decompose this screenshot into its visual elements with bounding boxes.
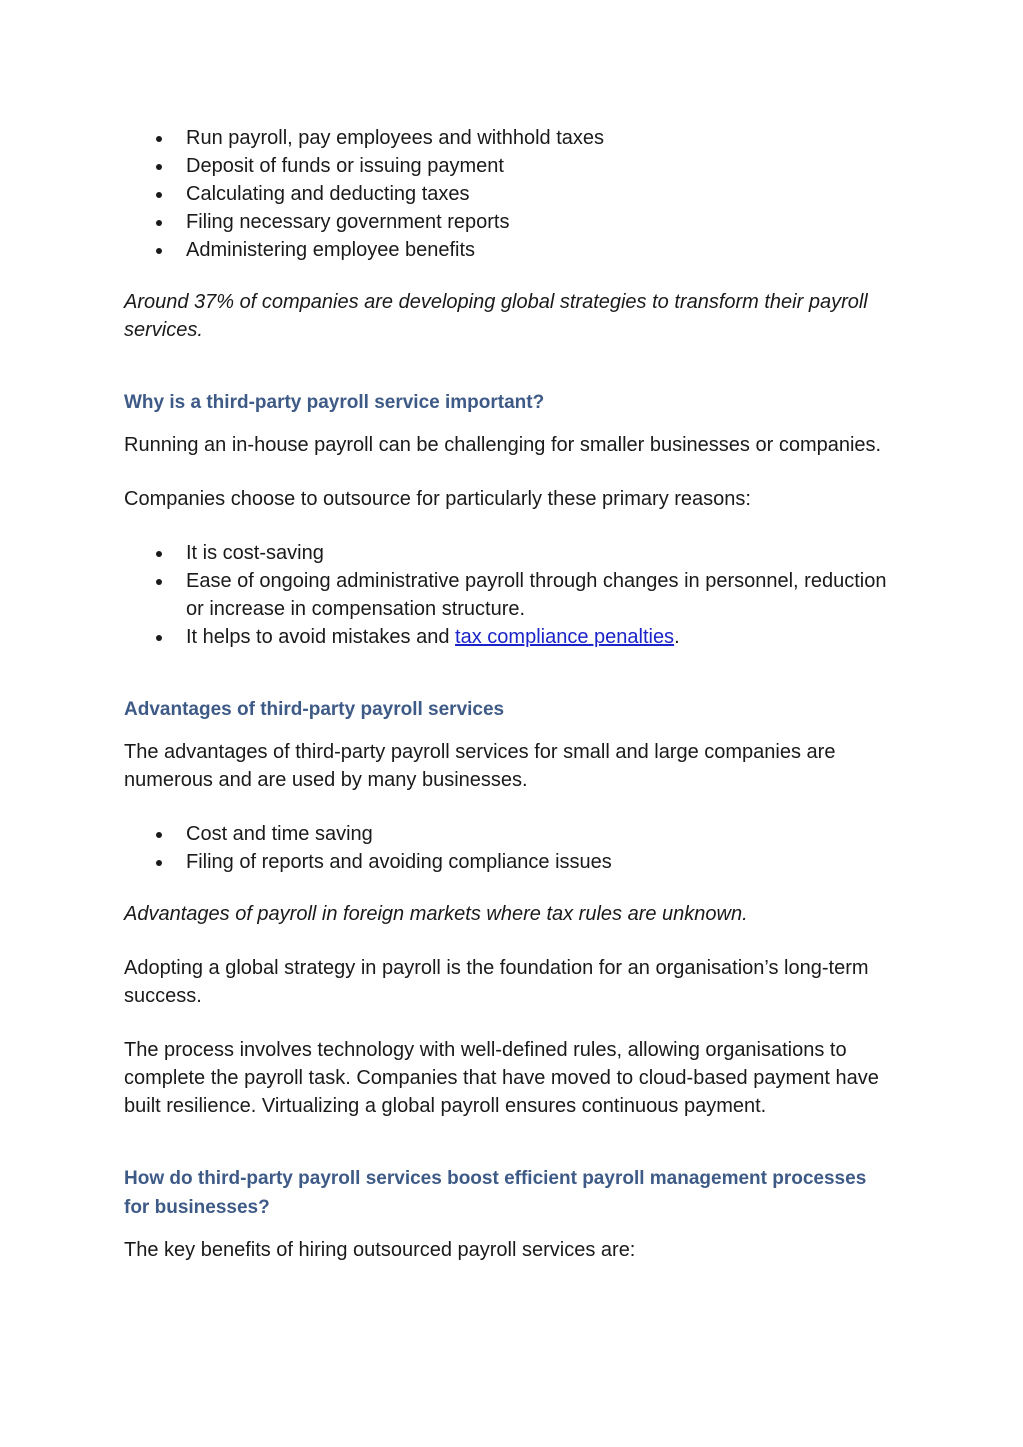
reasons-list — [124, 539, 896, 651]
advantages-list — [124, 820, 896, 876]
list-item: Ease of ongoing administrative payroll through changes in personnel, reduction or increase in compensation structure. — [124, 567, 896, 623]
list-item: Filing of reports and avoiding compliance issues — [124, 848, 896, 876]
paragraph: Companies choose to outsource for particularly these primary reasons: — [124, 488, 751, 510]
paragraph: The key benefits of hiring outsourced payroll services are: — [124, 1239, 636, 1261]
bullet-icon — [156, 832, 162, 838]
list-item: Calculating and deducting taxes — [124, 180, 896, 208]
list-item: Filing necessary government reports — [124, 208, 896, 236]
bullet-icon — [156, 579, 162, 585]
tax-compliance-penalties-link[interactable]: tax compliance penalties — [455, 626, 675, 648]
italic-note: Advantages of payroll in foreign markets where tax rules are unknown. — [124, 903, 748, 925]
document-page — [124, 124, 896, 1264]
list-item: Administering employee benefits — [124, 236, 896, 264]
paragraph: The process involves technology with well-defined rules, allowing organisations to complete the payroll task. Companies that have moved to cloud-based payment have built resilience. Virtualizing a global payroll ensures continuous payment. — [124, 1039, 879, 1117]
bullet-icon — [156, 136, 162, 142]
section-heading-efficiency: How do third-party payroll services boost efficient payroll management processes for businesses? — [124, 1168, 867, 1218]
bullet-icon — [156, 164, 162, 170]
list-item: It is cost-saving — [124, 539, 896, 567]
list-item: It helps to avoid mistakes and tax compliance penalties. — [124, 623, 896, 651]
list-item: Cost and time saving — [124, 820, 896, 848]
paragraph: Adopting a global strategy in payroll is the foundation for an organisation’s long-term success. — [124, 957, 869, 1007]
bullet-icon — [156, 551, 162, 557]
paragraph: Running an in-house payroll can be challenging for smaller businesses or companies. — [124, 434, 882, 456]
services-list — [124, 124, 896, 264]
section-heading-importance: Why is a third-party payroll service important? — [124, 392, 545, 413]
bullet-icon — [156, 635, 162, 641]
bullet-icon — [156, 860, 162, 866]
paragraph: The advantages of third-party payroll services for small and large companies are numerous and are used by many businesses. — [124, 741, 836, 791]
stat-note: Around 37% of companies are developing global strategies to transform their payroll services. — [124, 291, 868, 341]
bullet-icon — [156, 220, 162, 226]
bullet-icon — [156, 248, 162, 254]
bullet-icon — [156, 192, 162, 198]
section-heading-advantages: Advantages of third-party payroll services — [124, 699, 505, 720]
list-item: Deposit of funds or issuing payment — [124, 152, 896, 180]
list-item: Run payroll, pay employees and withhold taxes — [124, 124, 896, 152]
